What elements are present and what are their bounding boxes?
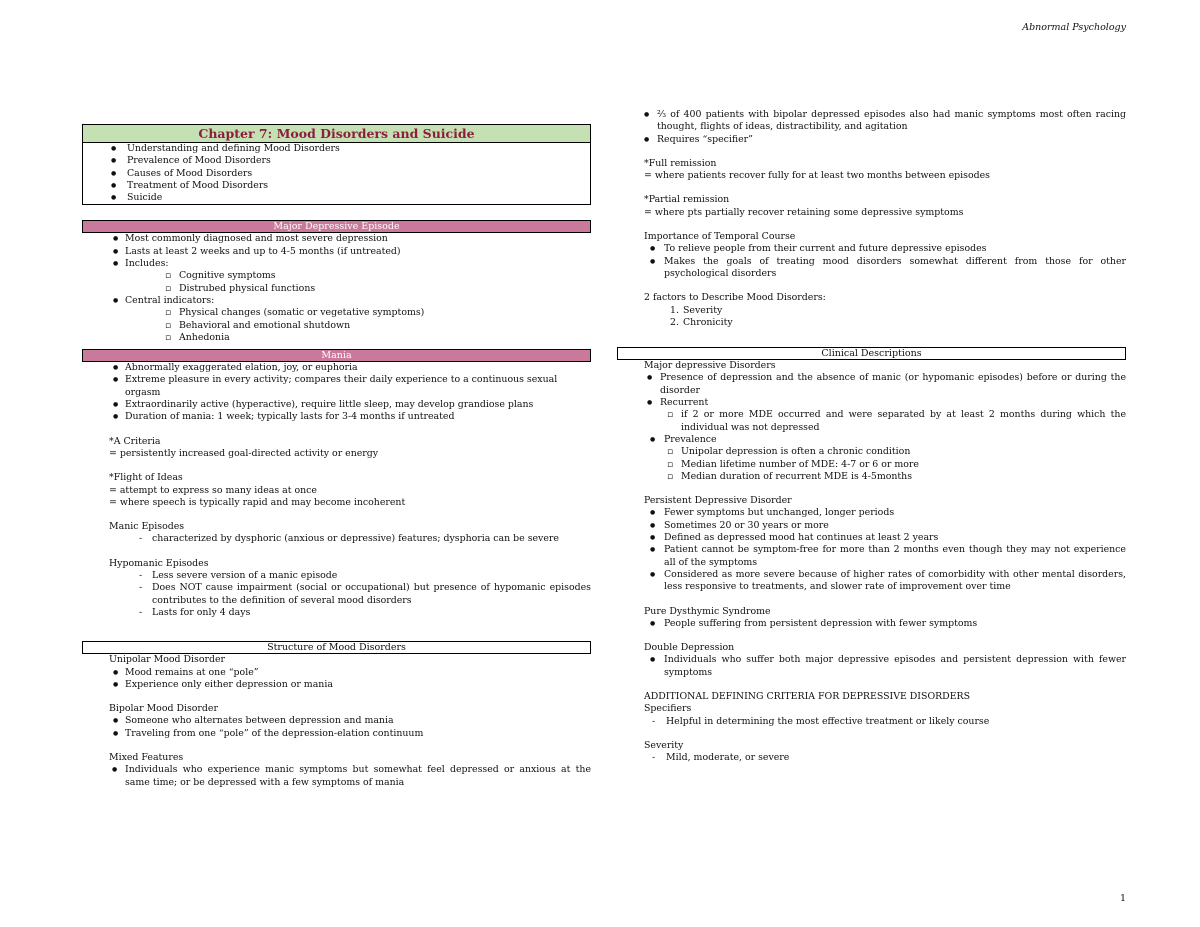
list-item: ● Most commonly diagnosed and most severe depression — [82, 233, 591, 245]
bipolar-title: Bipolar Mood Disorder — [109, 703, 218, 715]
list-item: ▫ Cognitive symptoms — [82, 270, 591, 282]
temporal-title: Importance of Temporal Course — [644, 231, 796, 243]
list-item: - Helpful in determining the most effective treatment or likely course — [644, 716, 1126, 728]
mdd-recurrent-sublist — [644, 409, 1126, 434]
outline-item: ● Suicide — [83, 192, 590, 204]
double-title: Double Depression — [644, 642, 735, 654]
list-item — [644, 305, 1126, 317]
bipolar-list — [82, 715, 591, 740]
chapter-box — [82, 124, 591, 205]
mdd-title: Major depressive Disorders — [644, 360, 776, 372]
mania-list — [82, 362, 591, 423]
list-item: ▫ Unipolar depression is often a chronic condition — [644, 446, 1126, 458]
flight-title: *Flight of Ideas — [109, 472, 183, 484]
list-item: ● Central indicators: — [82, 295, 591, 307]
list-item: ● Duration of mania: 1 week; typically lasts for 3-4 months if untreated — [82, 411, 591, 423]
chapter-outline — [83, 143, 590, 204]
severity-list — [644, 752, 1126, 764]
chapter-title: Chapter 7: Mood Disorders and Suicide — [83, 125, 590, 143]
a-criteria-title: *A Criteria — [109, 435, 161, 447]
manic-title: Manic Episodes — [109, 521, 185, 533]
section-heading-mde: Major Depressive Episode — [82, 220, 591, 233]
pdd-title: Persistent Depressive Disorder — [644, 495, 792, 507]
running-header: Abnormal Psychology — [1022, 22, 1126, 33]
left-column — [82, 124, 591, 789]
unipolar-list — [82, 667, 591, 692]
a-criteria-text: = persistently increased goal-directed activity or energy — [109, 447, 379, 459]
list-item: ● Presence of depression and the absence of manic (or hypomanic episodes) before or during the disorder — [644, 372, 1126, 397]
mde-sublist-indicators — [82, 307, 591, 344]
list-item: ▫ Anhedonia — [82, 332, 591, 344]
list-item: ▫ Distrubed physical functions — [82, 283, 591, 295]
list-item: - Does NOT cause impairment (social or occupational) but presence of hypomanic episodes contributes to the definition of several mood disorders — [109, 582, 591, 607]
list-item: ● Abnormally exaggerated elation, joy, or euphoria — [82, 362, 591, 374]
list-item: ● Individuals who experience manic symptoms but somewhat feel depressed or anxious at the same time; or be depressed with a few symptoms of mania — [109, 764, 591, 789]
list-number: 1. — [670, 304, 679, 316]
list-item: ● To relieve people from their current and future depressive episodes — [644, 243, 1126, 255]
list-item: ● Traveling from one “pole” of the depression-elation continuum — [82, 728, 591, 740]
list-item: - Mild, moderate, or severe — [644, 752, 1126, 764]
list-item: ▫ Median lifetime number of MDE: 4-7 or 6 or more — [644, 459, 1126, 471]
list-item: ● Makes the goals of treating mood disorders somewhat different from those for other psychological disorders — [644, 256, 1126, 281]
mde-sublist-includes — [82, 270, 591, 295]
flight-line: = attempt to express so many ideas at once — [109, 484, 317, 496]
list-item: ● Fewer symptoms but unchanged, longer periods — [644, 507, 1126, 519]
list-item: ● Prevalence — [644, 434, 1126, 446]
full-remission-text: = where patients recover fully for at least two months between episodes — [644, 170, 990, 182]
mde-list-2 — [82, 295, 591, 307]
mdd-list-2 — [644, 434, 1126, 446]
list-item: ▫ Physical changes (somatic or vegetative symptoms) — [82, 307, 591, 319]
pure-title: Pure Dysthymic Syndrome — [644, 605, 771, 617]
pdd-list — [644, 507, 1126, 593]
list-item: ● Experience only either depression or mania — [82, 679, 591, 691]
list-item: - characterized by dysphoric (anxious or depressive) features; dysphoria can be severe — [109, 533, 591, 545]
section-heading-structure: Structure of Mood Disorders — [82, 641, 591, 654]
list-item: ● ⅔ of 400 patients with bipolar depressed episodes also had manic symptoms most often racing thought, flights of ideas, distractibility, and agitation — [641, 109, 1126, 134]
outline-item: ● Treatment of Mood Disorders — [83, 180, 590, 192]
list-item: ● Considered as more severe because of higher rates of comorbidity with other mental disorders, less responsive to treatments, and slower rate of improvement over time — [644, 569, 1126, 594]
list-item: ● Lasts at least 2 weeks and up to 4-5 months (if untreated) — [82, 246, 591, 258]
mdd-prevalence-sublist — [644, 446, 1126, 483]
list-item: ▫ if 2 or more MDE occurred and were separated by at least 2 months during which the individual was not depressed — [644, 409, 1126, 434]
partial-remission-text: = where pts partially recover retaining some depressive symptoms — [644, 206, 964, 218]
manic-list — [109, 533, 591, 545]
list-item: ● Defined as depressed mood hat continues at least 2 years — [644, 532, 1126, 544]
factors-list — [644, 305, 1126, 330]
list-item: ● Patient cannot be symptom-free for more than 2 months even though they may not experience all of the symptoms — [644, 544, 1126, 569]
list-item: - Lasts for only 4 days — [109, 607, 591, 619]
partial-remission-title: *Partial remission — [644, 194, 730, 206]
mixed-list — [109, 764, 591, 789]
full-remission-title: *Full remission — [644, 157, 717, 169]
list-item: ▫ Behavioral and emotional shutdown — [82, 320, 591, 332]
section-heading-clinical: Clinical Descriptions — [617, 347, 1126, 360]
double-list — [644, 654, 1126, 679]
list-item: ● Someone who alternates between depression and mania — [82, 715, 591, 727]
list-item: ● Recurrent — [644, 397, 1126, 409]
list-item: ● Requires “specifier” — [641, 134, 1126, 146]
right-column — [617, 109, 1126, 764]
list-text: Severity — [683, 304, 723, 316]
list-item: ● Includes: — [82, 258, 591, 270]
outline-item: ● Prevalence of Mood Disorders — [83, 155, 590, 167]
mde-list — [82, 233, 591, 270]
list-text: Chronicity — [683, 316, 733, 328]
hypomanic-title: Hypomanic Episodes — [109, 557, 209, 569]
list-item: ● Individuals who suffer both major depressive episodes and persistent depression with fewer symptoms — [644, 654, 1126, 679]
pure-list — [644, 618, 1126, 630]
mdd-list — [644, 372, 1126, 409]
list-item: ▫ Median duration of recurrent MDE is 4-5months — [644, 471, 1126, 483]
list-item: - Less severe version of a manic episode — [109, 570, 591, 582]
severity-title: Severity — [644, 739, 684, 751]
factors-title: 2 factors to Describe Mood Disorders: — [644, 292, 826, 304]
bipolar-notes-list — [641, 109, 1126, 146]
list-item: ● Sometimes 20 or 30 years or more — [644, 520, 1126, 532]
list-item: ● Mood remains at one “pole” — [82, 667, 591, 679]
additional-criteria-title: ADDITIONAL DEFINING CRITERIA FOR DEPRESSIVE DISORDERS — [644, 690, 971, 702]
list-number: 2. — [670, 316, 679, 328]
section-heading-mania: Mania — [82, 349, 591, 362]
outline-item: ● Causes of Mood Disorders — [83, 168, 590, 180]
page-number: 1 — [1119, 893, 1126, 904]
unipolar-title: Unipolar Mood Disorder — [109, 654, 225, 666]
temporal-list — [644, 243, 1126, 280]
specifiers-title: Specifiers — [644, 703, 692, 715]
specifiers-list — [644, 716, 1126, 728]
outline-item: ● Understanding and defining Mood Disorders — [83, 143, 590, 155]
list-item: ● Extraordinarily active (hyperactive), require little sleep, may develop grandiose plans — [82, 399, 591, 411]
flight-line: = where speech is typically rapid and may become incoherent — [109, 496, 406, 508]
hypomanic-list — [109, 570, 591, 619]
list-item — [644, 317, 1126, 329]
list-item: ● People suffering from persistent depression with fewer symptoms — [644, 618, 1126, 630]
mixed-title: Mixed Features — [109, 751, 184, 763]
list-item: ● Extreme pleasure in every activity; compares their daily experience to a continuous sexual orgasm — [82, 374, 591, 399]
